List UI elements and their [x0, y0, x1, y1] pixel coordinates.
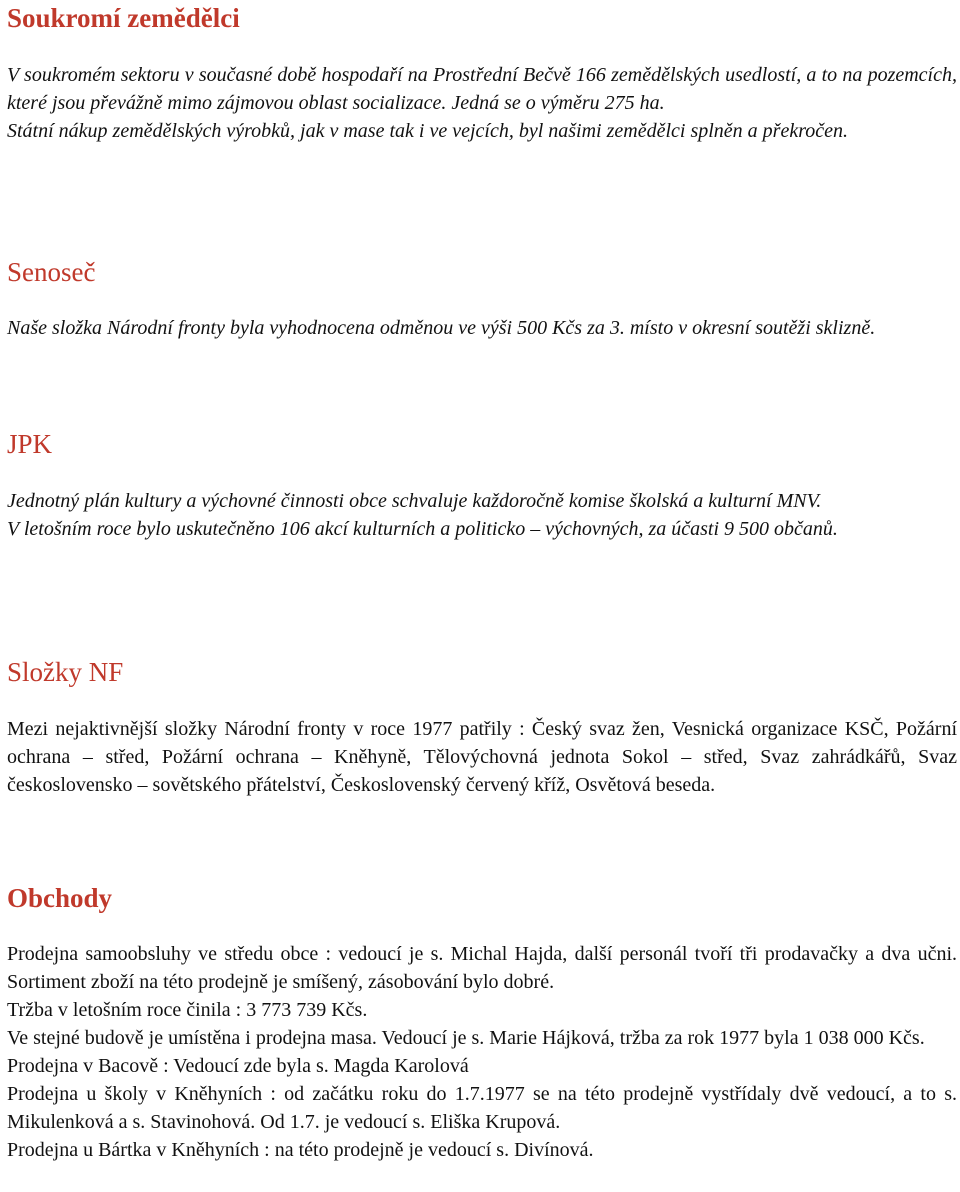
paragraph-line: Prodejna v Bacově : Vedoucí zde byla s. Magda Karolová: [7, 1055, 469, 1077]
paragraph-line: Prodejna samoobsluhy ve středu obce : vedoucí je s. Michal Hajda, další personál tvoří tři prodavačky a dva učni. Sortiment zboží na této prodejně je smíšený, zásobování bylo dobré.: [7, 943, 957, 993]
paragraph-line: V letošním roce bylo uskutečněno 106 akcí kulturních a politicko – výchovných, za účasti 9 500 občanů.: [7, 518, 838, 540]
section-senosec: [7, 256, 957, 342]
paragraph: [7, 940, 957, 1164]
section-heading: Složky NF: [7, 657, 124, 687]
section-heading: Obchody: [7, 883, 113, 913]
section-slozky-nf: [7, 656, 957, 799]
paragraph-line: Tržba v letošním roce činila : 3 773 739 Kčs.: [7, 999, 368, 1021]
paragraph-line: Mezi nejaktivnější složky Národní fronty v roce 1977 patřily : Český svaz žen, Vesnická organizace KSČ, Požární ochrana – střed, Požární ochrana – Kněhyně, Tělovýchovná jednota Sokol – střed, Svaz zahrádkářů, Svaz československo – sovětského přátelství, Československý červený kříž, Osvětová beseda.: [7, 718, 957, 796]
paragraph-line: Prodejna u Bártka v Kněhyních : na této prodejně je vedoucí s. Divínová.: [7, 1139, 594, 1161]
paragraph-line: Prodejna u školy v Kněhyních : od začátku roku do 1.7.1977 se na této prodejně vystřídaly dvě vedoucí, a to s. Mikulenková a s. Stavinohová. Od 1.7. je vedoucí s. Eliška Krupová.: [7, 1083, 957, 1133]
section-jpk: [7, 428, 957, 543]
paragraph-line: Ve stejné budově je umístěna i prodejna masa. Vedoucí je s. Marie Hájková, tržba za rok 1977 byla 1 038 000 Kčs.: [7, 1027, 925, 1049]
section-heading: Senoseč: [7, 257, 96, 287]
paragraph: [7, 487, 957, 543]
section-heading: Soukromí zemědělci: [7, 3, 240, 33]
section-soukromi-zemedelci: [7, 2, 957, 145]
section-heading: JPK: [7, 429, 53, 459]
paragraph: [7, 61, 957, 145]
paragraph-line: Státní nákup zemědělských výrobků, jak v mase tak i ve vejcích, byl našimi zemědělci splněn a překročen.: [7, 120, 848, 142]
paragraph-line: V soukromém sektoru v současné době hospodaří na Prostřední Bečvě 166 zemědělských usedlostí, a to na pozemcích, které jsou převážně mimo zájmovou oblast socializace. Jedná se o výměru 275 ha.: [7, 64, 957, 114]
paragraph-line: Jednotný plán kultury a výchovné činnosti obce schvaluje každoročně komise školská a kulturní MNV.: [7, 490, 822, 512]
section-obchody: [7, 882, 957, 1164]
paragraph: [7, 715, 957, 799]
paragraph-line: Naše složka Národní fronty byla vyhodnocena odměnou ve výši 500 Kčs za 3. místo v okresní soutěži sklizně.: [7, 317, 876, 339]
paragraph: [7, 314, 957, 342]
